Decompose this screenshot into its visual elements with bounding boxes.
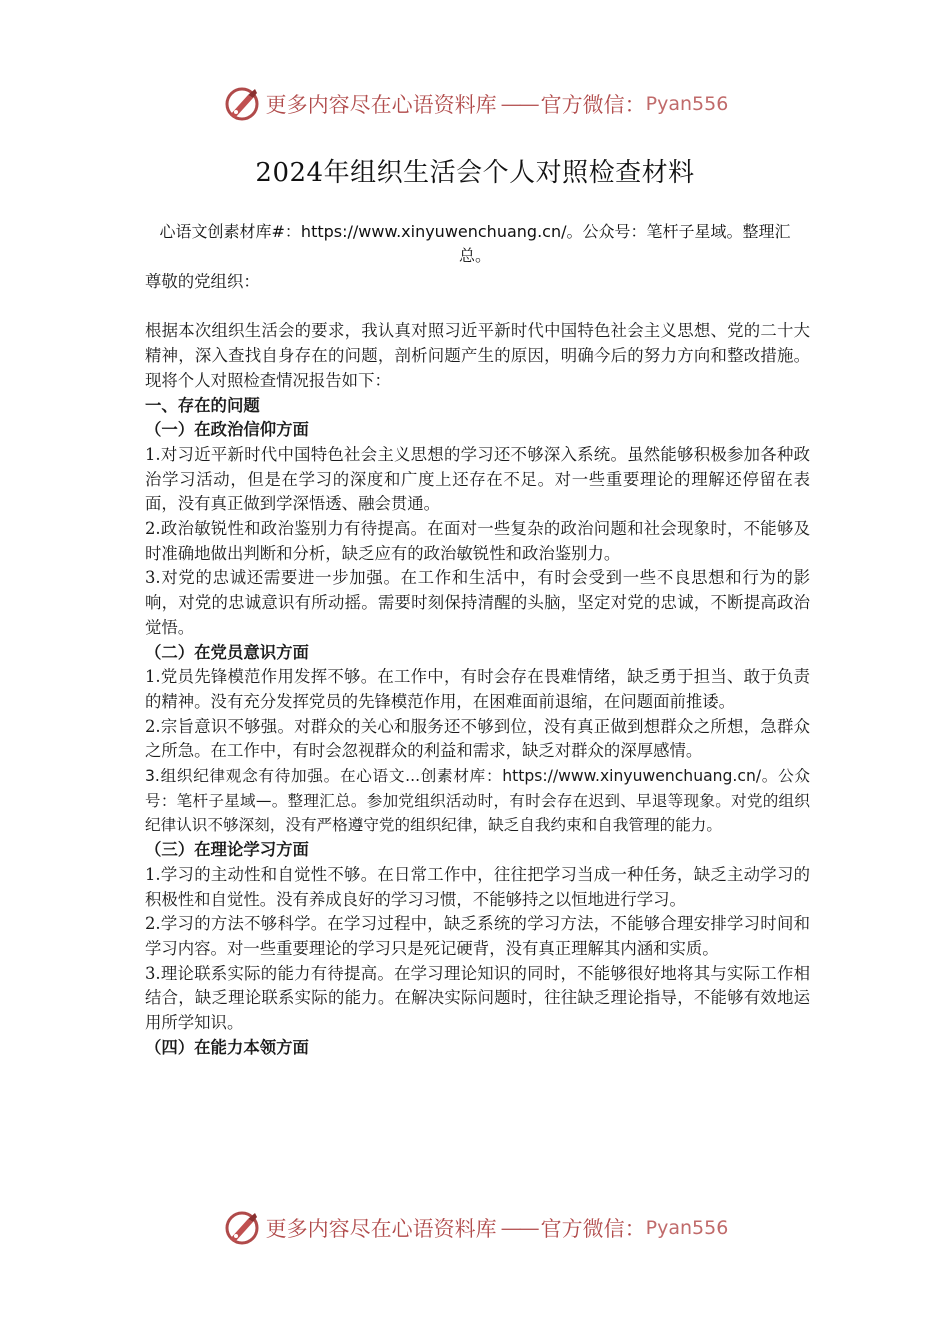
- subsection-heading: （一）在政治信仰方面: [145, 420, 309, 440]
- banner-wechat-label: 官方微信：: [540, 1217, 646, 1241]
- source-line: 心语文创素材库#：https://www.xinyuwenchuang.cn/。公众号：笔杆子星域。整理汇总。: [159, 222, 791, 265]
- paragraph: 3.对党的忠诚还需要进一步加强。在工作和生活中，有时会受到一些不良思想和行为的影响，对党的忠诚意识有所动摇。需要时刻保持清醒的头脑，坚定对党的忠诚，不断提高政治觉悟。: [145, 568, 810, 637]
- paragraph: 1.对习近平新时代中国特色社会主义思想的学习还不够深入系统。虽然能够积极参加各种政治学习活动，但是在学习的深度和广度上还存在不足。对一些重要理论的理解还停留在表面，没有真正做到学深悟透、融会贯通。: [145, 444, 810, 514]
- paragraph: 1.学习的主动性和自觉性不够。在日常工作中，往往把学习当成一种任务，缺乏主动学习的积极性和自觉性。没有养成良好的学习习惯，不能够持之以恒地进行学习。: [145, 864, 810, 909]
- header-banner: [0, 82, 950, 126]
- paragraph: 3.理论联系实际的能力有待提高。在学习理论知识的同时，不能够很好地将其与实际工作相结合，缺乏理论联系实际的能力。在解决实际问题时，往往缺乏理论指导，不能够有效地运用所学知识。: [145, 963, 810, 1033]
- paragraph: 2.宗旨意识不够强。对群众的关心和服务还不够到位，没有真正做到想群众之所想，急群众之所急。在工作中，有时会忽视群众的利益和需求，缺乏对群众的深厚感情。: [145, 716, 810, 761]
- document-body: [145, 270, 810, 1060]
- intro-paragraph: 根据本次组织生活会的要求，我认真对照习近平新时代中国特色社会主义思想、党的二十大精神，深入查找自身存在的问题，剖析问题产生的原因，明确今后的努力方向和整改措施。现将个人对照检查情况报告如下：: [145, 321, 810, 390]
- banner-wechat-id: Pyan556: [645, 1217, 729, 1239]
- subsection-heading: （二）在党员意识方面: [145, 642, 309, 662]
- banner-separator: ——: [500, 92, 537, 116]
- banner-separator: ——: [500, 1216, 537, 1240]
- paragraph: 2.政治敏锐性和政治鉴别力有待提高。在面对一些复杂的政治问题和社会现象时，不能够及时准确地做出判断和分析，缺乏应有的政治敏锐性和政治鉴别力。: [145, 519, 810, 563]
- document-title: 2024年组织生活会个人对照检查材料: [255, 158, 695, 188]
- banner-wechat-label: 官方微信：: [540, 93, 646, 117]
- paragraph: 3.组织纪律观念有待加强。在心语文...创素材库：https://www.xinyuwenchuang.cn/。公众号：笔杆子星域—。整理汇总。参加党组织活动时，有时会存在迟到、早退等现象。对党的组织纪律认识不够深刻，没有严格遵守党的组织纪律，缺乏自我约束和自我管理的能力。: [145, 767, 810, 835]
- section-heading: 一、存在的问题: [145, 395, 260, 415]
- subsection-heading: （四）在能力本领方面: [145, 1037, 309, 1057]
- pen-nib-icon: [222, 1208, 262, 1248]
- paragraph: 2.学习的方法不够科学。在学习过程中，缺乏系统的学习方法，不能够合理安排学习时间和学习内容。对一些重要理论的学习只是死记硬背，没有真正理解其内涵和实质。: [145, 914, 810, 958]
- banner-wechat-id: Pyan556: [645, 93, 729, 115]
- footer-banner: [0, 1206, 950, 1250]
- paragraph: 1.党员先锋模范作用发挥不够。在工作中，有时会存在畏难情绪，缺乏勇于担当、敢于负责的精神。没有充分发挥党员的先锋模范作用，在困难面前退缩，在问题面前推诿。: [145, 667, 810, 711]
- paragraph-gap: [145, 295, 810, 320]
- subsection-heading: （三）在理论学习方面: [145, 840, 309, 860]
- banner-text: 更多内容尽在心语资料库: [265, 1217, 497, 1241]
- banner-text: 更多内容尽在心语资料库: [265, 93, 497, 117]
- salutation: 尊敬的党组织：: [145, 272, 260, 291]
- pen-nib-icon: [222, 84, 262, 124]
